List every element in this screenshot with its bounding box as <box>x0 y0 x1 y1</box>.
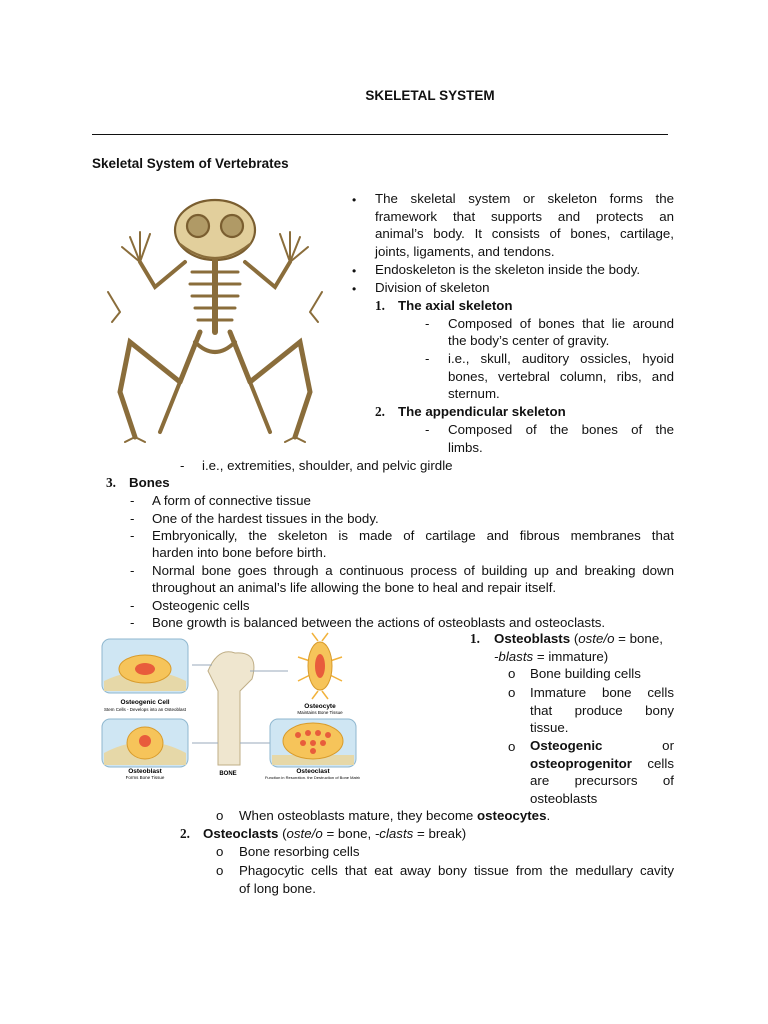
bullet-marker: • <box>352 282 357 296</box>
osteoblasts-heading-line <box>494 630 663 648</box>
appendicular-item: Composed of the bones of the <box>448 422 674 437</box>
osteoclast-sub: Function in Resorption, the Destruction of Bone Matrix <box>264 775 360 779</box>
bones-number: 3. <box>106 475 116 490</box>
dash-marker: - <box>180 458 185 473</box>
osteoblasts-item: Bone building cells <box>530 666 641 681</box>
maturation-text <box>239 807 550 825</box>
intro-line: framework that supports and protects an <box>375 209 674 224</box>
dash-marker: - <box>425 316 430 331</box>
blasts-suffix: -blasts <box>494 649 534 664</box>
dash-marker: - <box>130 598 135 613</box>
osteocyte-sub: Maintains Bone Tissue <box>297 710 343 715</box>
cells-text: cells <box>647 756 674 771</box>
oste-root: oste/o <box>578 631 615 646</box>
definition: = break) <box>413 826 467 841</box>
circle-marker: o <box>508 685 516 700</box>
definition: = bone, <box>614 631 663 646</box>
bones-item: A form of connective tissue <box>152 493 311 508</box>
section-heading: Skeletal System of Vertebrates <box>92 156 289 171</box>
osteoblasts-number: 1. <box>470 631 480 646</box>
dash-marker: - <box>130 615 135 630</box>
appendicular-extra: i.e., extremities, shoulder, and pelvic girdle <box>202 458 453 473</box>
definition: = bone, <box>322 826 375 841</box>
period: . <box>546 808 551 823</box>
division-text: Division of skeleton <box>375 280 490 295</box>
osteogenic-title: Osteogenic Cell <box>120 699 170 706</box>
bones-item: One of the hardest tissues in the body. <box>152 511 379 526</box>
osteoclast-title: Osteoclast <box>296 768 330 775</box>
circle-marker: o <box>508 739 516 754</box>
osteoclasts-item: of long bone. <box>239 881 316 896</box>
osteoprogenitor-term: osteoprogenitor <box>530 756 632 771</box>
axial-item: the body’s center of gravity. <box>448 333 610 348</box>
definition: = immature) <box>533 649 609 664</box>
osteoblast-sub: Forms Bone Tissue <box>125 775 165 779</box>
osteocytes-term: osteocytes <box>477 808 547 823</box>
bones-item: Normal bone goes through a continuous process of building up and breaking down <box>152 563 674 578</box>
axial-number: 1. <box>375 298 385 313</box>
bones-item: Osteogenic cells <box>152 598 250 613</box>
circle-marker: o <box>216 808 224 823</box>
oste-root: oste/o <box>286 826 323 841</box>
appendicular-item: limbs. <box>448 440 483 455</box>
osteoclasts-heading-line <box>203 825 466 843</box>
dash-marker: - <box>425 351 430 366</box>
maturation-a: When osteoblasts mature, they become <box>239 808 477 823</box>
appendicular-number: 2. <box>375 404 385 419</box>
dash-marker: - <box>130 563 135 578</box>
clasts-suffix: -clasts <box>374 826 414 841</box>
dash-marker: - <box>130 511 135 526</box>
axial-heading: The axial skeleton <box>398 298 513 313</box>
osteoclasts-number: 2. <box>180 826 190 841</box>
bone-cells-diagram <box>100 631 360 779</box>
dash-marker: - <box>130 493 135 508</box>
title-divider <box>92 134 668 135</box>
osteoblast-title: Osteoblast <box>128 768 162 775</box>
osteoblasts-item: tissue. <box>530 720 569 735</box>
bones-item: throughout an animal’s life allowing the bone to heal and repair itself. <box>152 580 557 595</box>
osteogenic-sub: Stem Cells - Develops into an Osteoblast <box>103 707 187 712</box>
paren: ( <box>278 826 287 841</box>
intro-line: joints, ligaments, and tendons. <box>375 244 555 259</box>
axial-item: Composed of bones that lie around <box>448 316 674 331</box>
osteoblasts-item: that produce bony <box>530 703 674 718</box>
osteoblasts-heading: Osteoblasts <box>494 631 571 646</box>
bones-item: Embryonically, the skeleton is made of cartilage and fibrous membranes that <box>152 528 674 543</box>
bullet-marker: • <box>352 193 357 207</box>
dash-marker: - <box>425 422 430 437</box>
osteogenic-rest: osteoblasts <box>530 791 598 806</box>
appendicular-heading: The appendicular skeleton <box>398 404 566 419</box>
osteogenic-term: Osteogenic <box>530 738 603 753</box>
osteoclasts-item: Bone resorbing cells <box>239 844 360 859</box>
osteogenic-line <box>530 737 674 755</box>
bones-heading: Bones <box>129 475 170 490</box>
osteoprogenitor-line <box>530 755 674 773</box>
endoskeleton-text: Endoskeleton is the skeleton inside the body. <box>375 262 641 277</box>
or-text: or <box>662 738 674 753</box>
intro-line: animal’s body. It consists of bones, cartilage, <box>375 226 674 241</box>
osteocyte-title: Osteocyte <box>304 703 336 710</box>
axial-item: bones, vertebral column, ribs, and <box>448 369 674 384</box>
osteoblasts-item: Immature bone cells <box>530 685 674 700</box>
paren: ( <box>570 631 579 646</box>
osteogenic-rest: are precursors of <box>530 773 674 788</box>
bullet-marker: • <box>352 264 357 278</box>
dash-marker: - <box>130 528 135 543</box>
circle-marker: o <box>216 863 224 878</box>
bone-label: BONE <box>219 771 237 777</box>
frog-skeleton-image <box>100 192 330 444</box>
bones-item: Bone growth is balanced between the actions of osteoblasts and osteoclasts. <box>152 615 606 630</box>
osteoclasts-item: Phagocytic cells that eat away bony tissue from the medullary cavity <box>239 863 674 878</box>
circle-marker: o <box>216 844 224 859</box>
osteoclasts-heading: Osteoclasts <box>203 826 279 841</box>
intro-line: The skeletal system or skeleton forms the <box>375 191 674 206</box>
page-title: SKELETAL SYSTEM <box>365 88 495 103</box>
osteoblasts-heading-line <box>494 648 608 666</box>
bones-item: harden into bone before birth. <box>152 545 327 560</box>
axial-item: sternum. <box>448 386 500 401</box>
circle-marker: o <box>508 666 516 681</box>
axial-item: i.e., skull, auditory ossicles, hyoid <box>448 351 674 366</box>
